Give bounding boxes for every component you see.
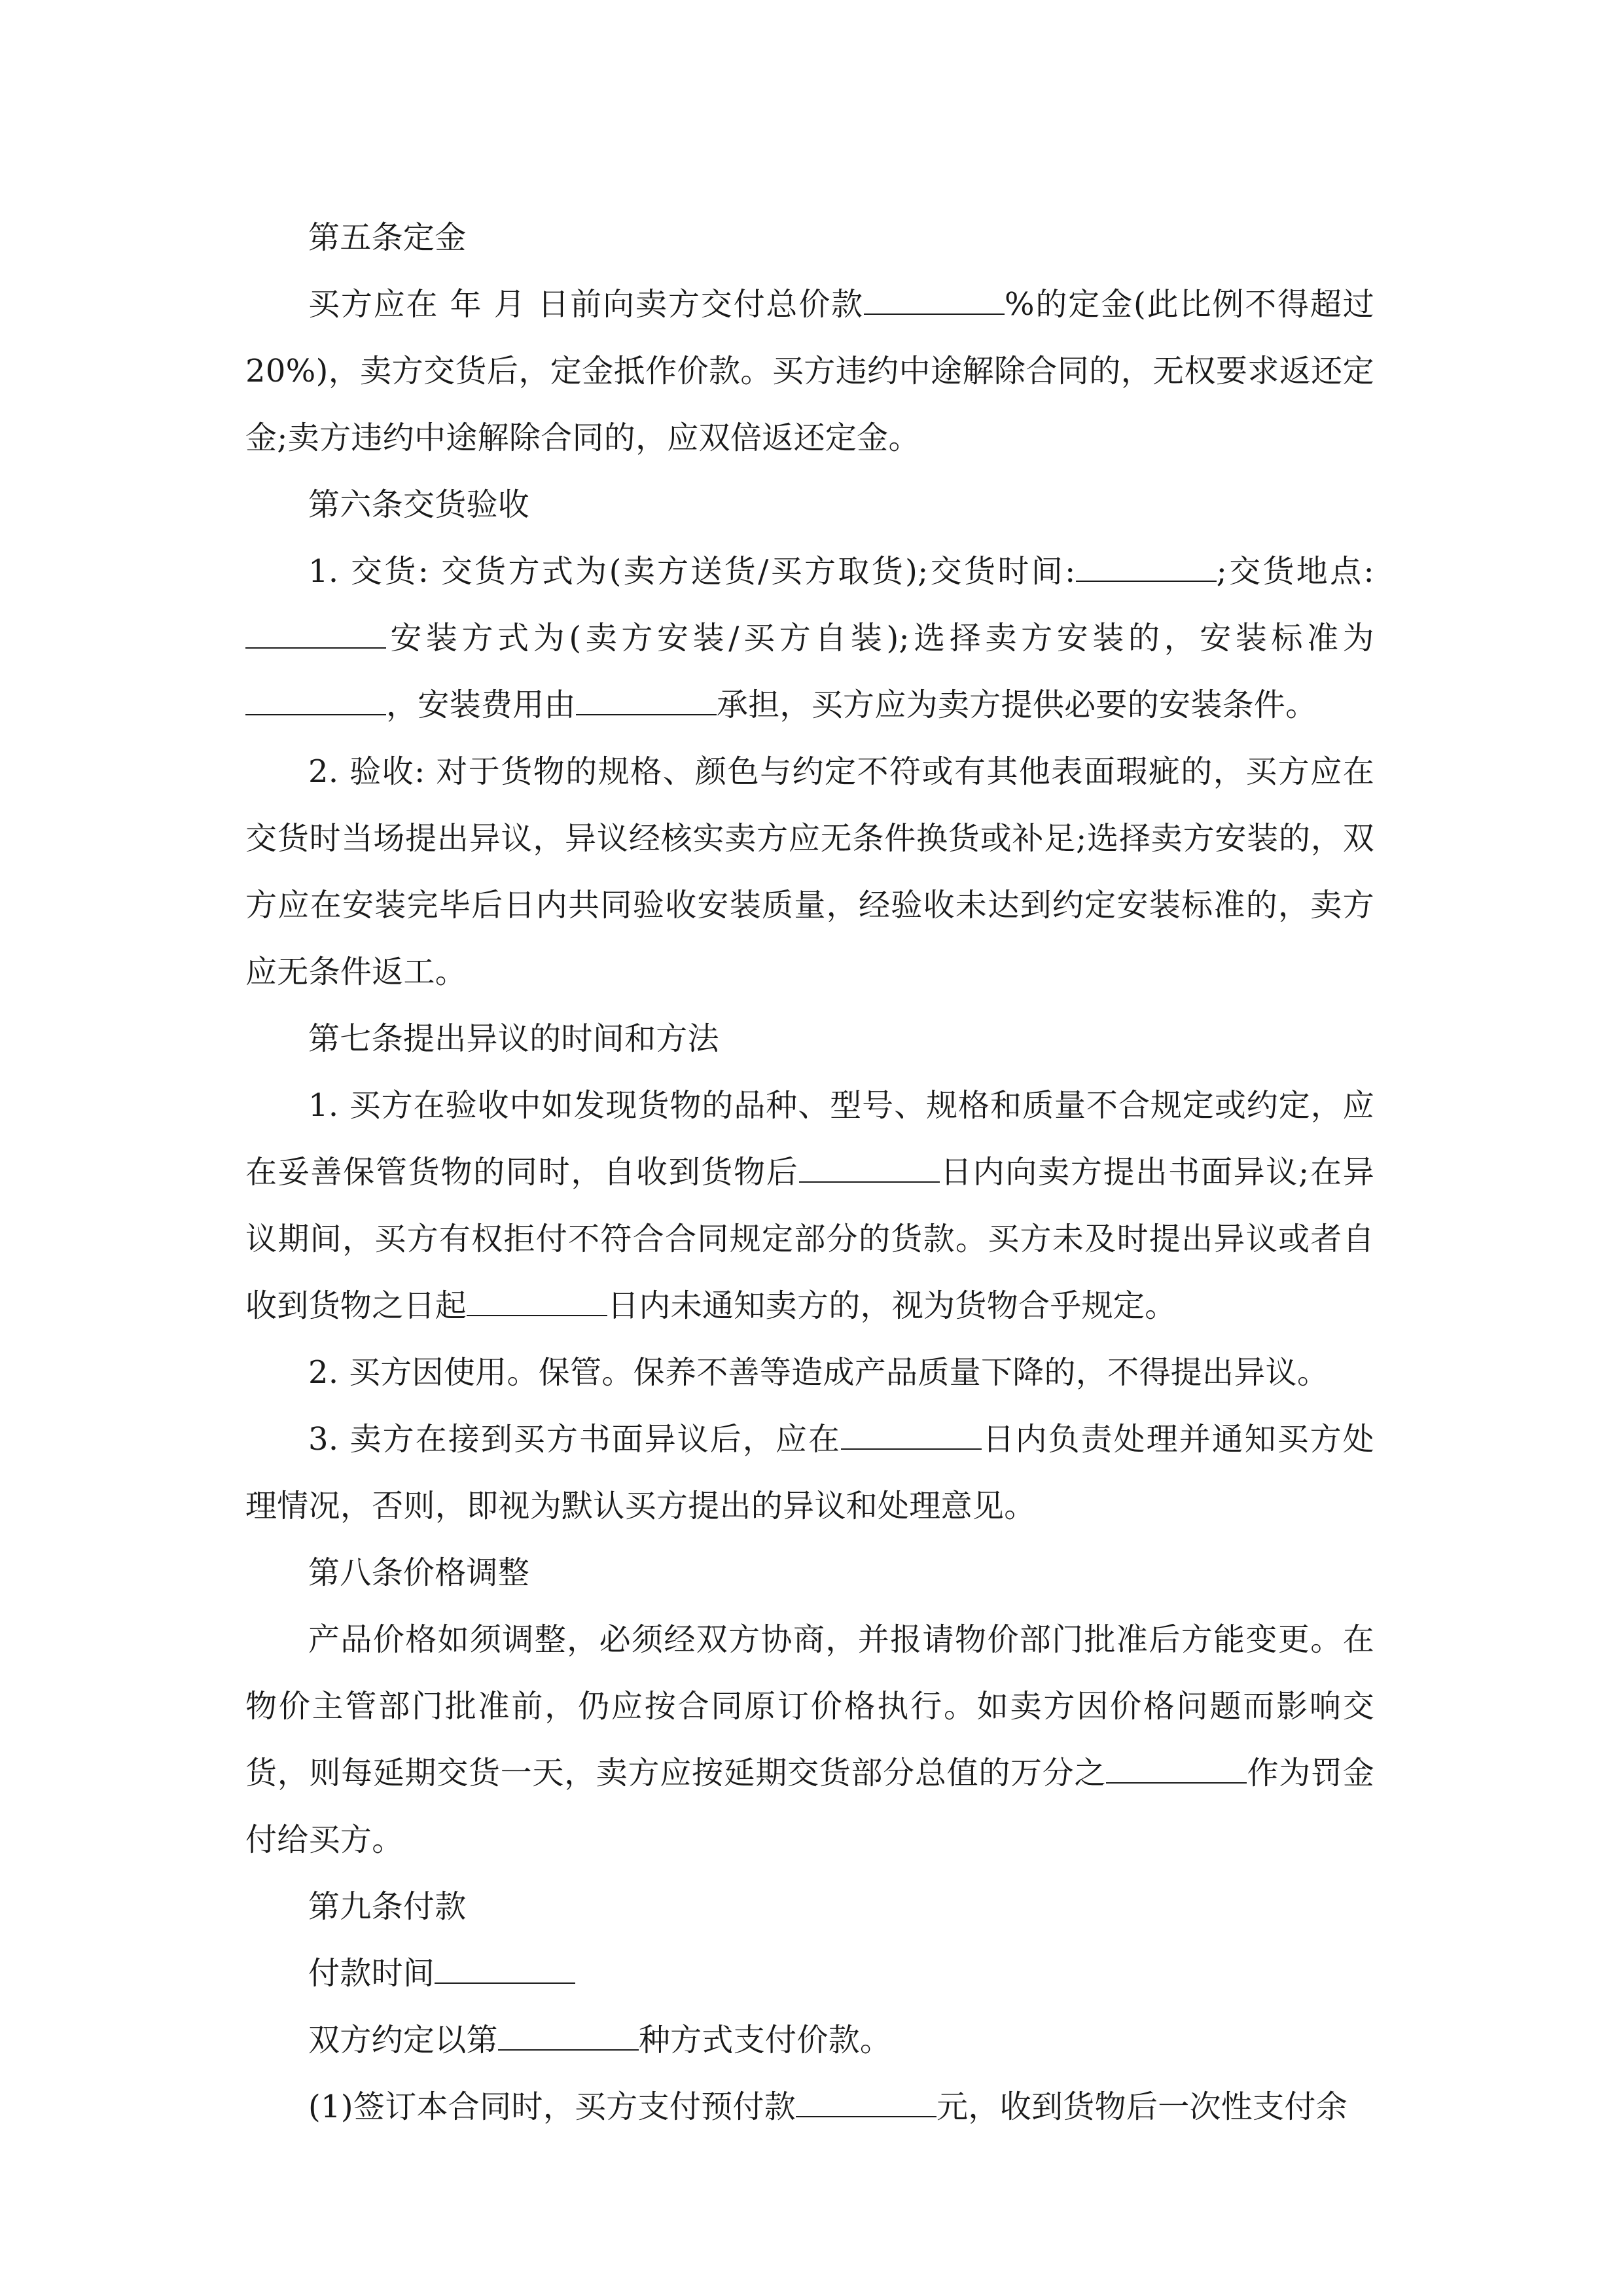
delivery-time-blank[interactable] bbox=[1076, 547, 1217, 582]
install-fee-bearer-blank[interactable] bbox=[576, 680, 717, 715]
handling-days-blank[interactable] bbox=[841, 1414, 982, 1450]
payment-time-line: 付款时间 bbox=[245, 1940, 1374, 2007]
payment-time-blank[interactable] bbox=[435, 1948, 575, 1984]
deposit-percent-blank[interactable] bbox=[864, 279, 1005, 315]
section-7-heading: 第七条提出异议的时间和方法 bbox=[308, 1020, 719, 1057]
payment-method-line: 双方约定以第 种方式支付价款。 bbox=[245, 2007, 1374, 2073]
section-6-item-2-acceptance: 2. 验收: 对于货物的规格、颜色与约定不符或有其他表面瑕疵的，买方应在交货时当场提出异议，异议经核实卖方应无条件换货或补足;选择卖方安装的，双方应在安装完毕后日内共同验收安装质量，经验收未达到约定安装标准的，卖方应无条件返工。 bbox=[245, 753, 1374, 990]
section-9-heading: 第九条付款 bbox=[308, 1888, 467, 1925]
section-7-item-3: 3. 卖方在接到买方书面异议后，应在 日内负责处理并通知买方处理情况，否则，即视为默认买方提出的异议和处理意见。 bbox=[245, 1406, 1374, 1539]
objection-days-blank[interactable] bbox=[799, 1147, 940, 1183]
section-6-heading: 第六条交货验收 bbox=[308, 486, 530, 523]
section-5-deposit-paragraph: 买方应在 年 月 日前向卖方交付总价款 %的定金(此比例不得超过20%)，卖方交货后，定金抵作价款。买方违约中途解除合同的，无权要求返还定金;卖方违约中途解除合同的，应双倍返还定金。 bbox=[245, 271, 1374, 471]
prepayment-amount-blank[interactable] bbox=[796, 2082, 936, 2117]
install-standard-blank[interactable] bbox=[245, 680, 386, 715]
section-8-price-paragraph: 产品价格如须调整，必须经双方协商，并报请物价部门批准后方能变更。在物价主管部门批准前，仍应按合同原订价格执行。如卖方因价格问题而影响交货，则每延期交货一天，卖方应按延期交货部分总值的万分之 作为罚金付给买方。 bbox=[245, 1621, 1374, 1858]
section-7-item-2: 2. 买方因使用。保管。保养不善等造成产品质量下降的，不得提出异议。 bbox=[308, 1354, 1329, 1391]
notify-days-blank[interactable] bbox=[467, 1281, 607, 1316]
section-6-item-1-delivery: 1. 交货: 交货方式为(卖方送货/买方取货);交货时间: ;交货地点:安装方式为(卖方安装/买方自装);选择卖方安装的，安装标准为，安装费用由 承担，买方应为卖方提供必要的安装条件。 bbox=[245, 538, 1374, 738]
payment-option-1: (1)签订本合同时，买方支付预付款 元，收到货物后一次性支付余 bbox=[245, 2073, 1374, 2140]
section-8-heading: 第八条价格调整 bbox=[308, 1554, 530, 1591]
penalty-rate-blank[interactable] bbox=[1106, 1748, 1247, 1784]
section-7-item-1: 1. 买方在验收中如发现货物的品种、型号、规格和质量不合规定或约定，应在妥善保管货物的同时，自收到货物后 日内向卖方提出书面异议;在异议期间，买方有权拒付不符合合同规定部分的货款。买方未及时提出异议或者自收到货物之日起 日内未通知卖方的，视为货物合乎规定。 bbox=[245, 1087, 1374, 1324]
delivery-place-blank[interactable] bbox=[245, 613, 386, 649]
section-5-heading: 第五条定金 bbox=[308, 219, 467, 256]
contract-body bbox=[245, 204, 1374, 2140]
payment-method-number-blank[interactable] bbox=[498, 2015, 639, 2051]
